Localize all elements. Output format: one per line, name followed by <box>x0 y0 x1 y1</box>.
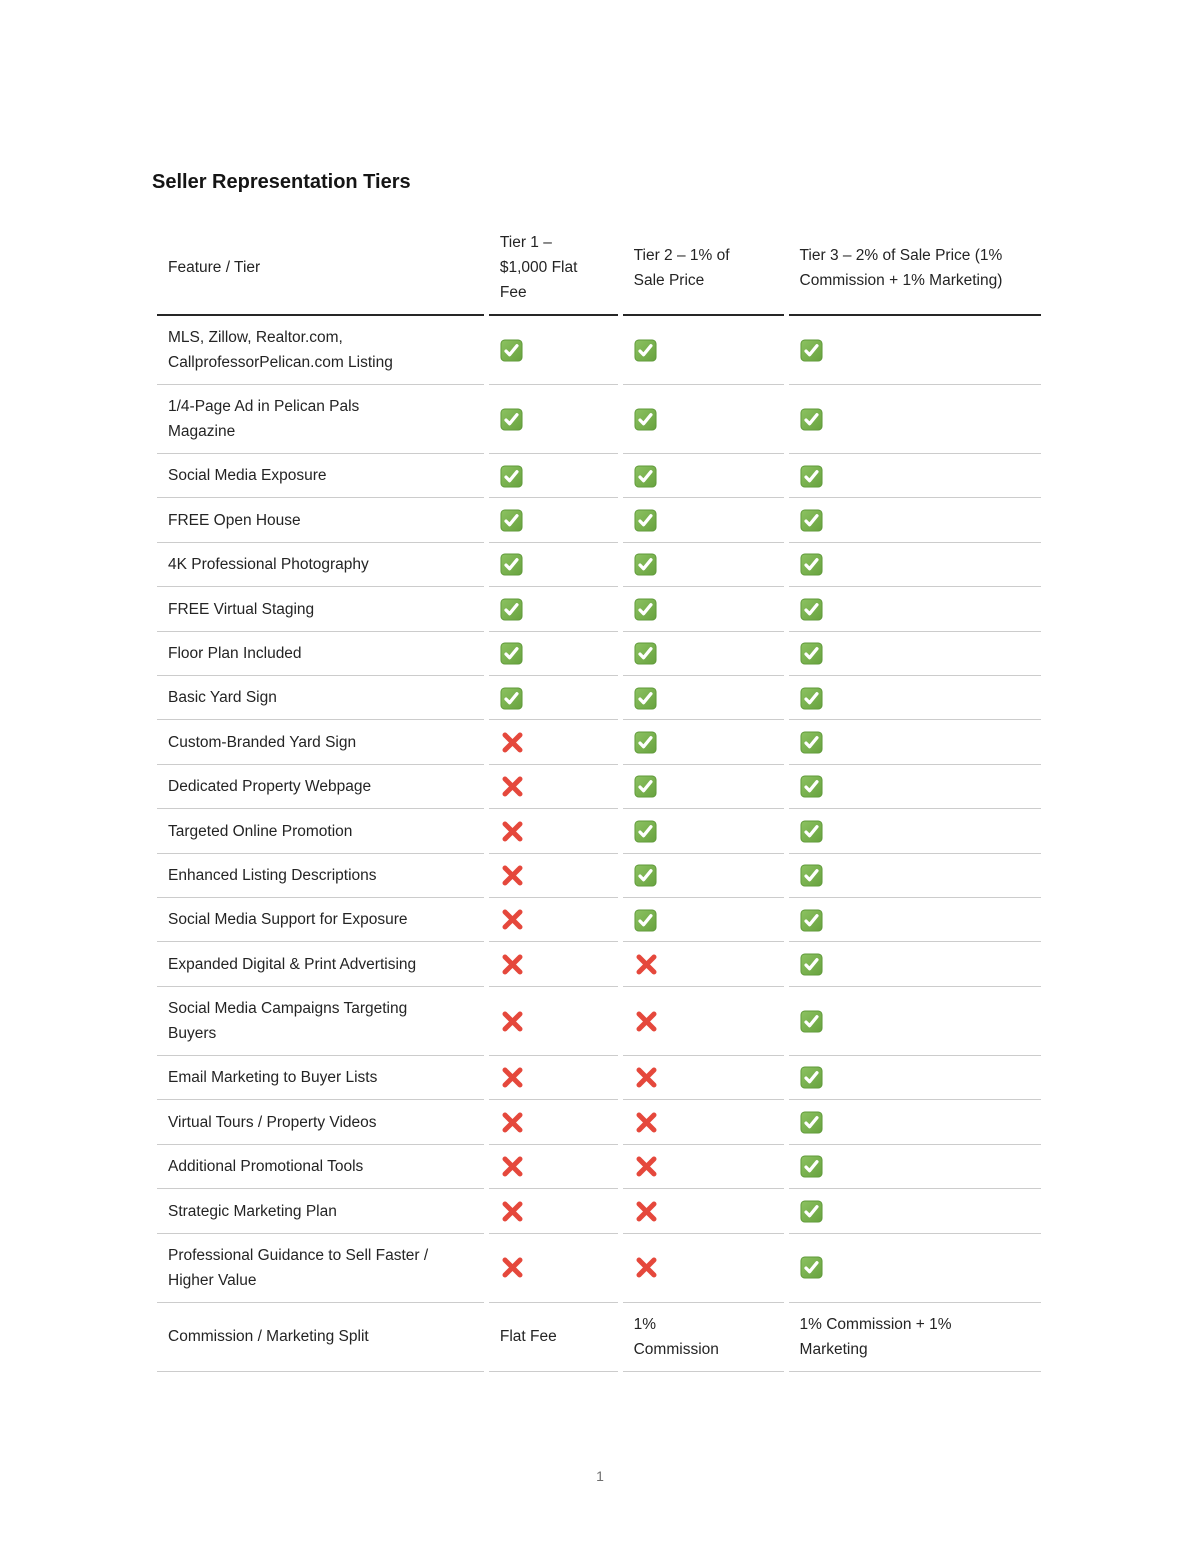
feature-label: Professional Guidance to Sell Faster / Higher Value <box>168 1246 429 1289</box>
feature-cell <box>157 720 484 764</box>
feature-label: Floor Plan Included <box>168 645 302 663</box>
tier2-cell <box>623 1056 784 1100</box>
table-row <box>157 987 1041 1056</box>
cross-icon <box>634 1154 659 1179</box>
check-icon <box>634 408 657 431</box>
cross-icon <box>500 774 525 799</box>
tier1-cell <box>489 543 618 587</box>
tier3-cell <box>789 1234 1041 1303</box>
tier1-cell <box>489 498 618 542</box>
tier1-cell <box>489 720 618 764</box>
feature-cell <box>157 1234 484 1303</box>
check-icon <box>800 687 823 710</box>
check-icon <box>800 864 823 887</box>
check-icon <box>800 598 823 621</box>
check-icon <box>800 731 823 754</box>
feature-label: Social Media Campaigns Targeting Buyers <box>168 999 408 1042</box>
table-row <box>157 1234 1041 1303</box>
check-icon <box>800 408 823 431</box>
feature-cell <box>157 454 484 498</box>
table-row <box>157 454 1041 498</box>
tier1-cell <box>489 854 618 898</box>
tier1-cell <box>489 1056 618 1100</box>
cross-icon <box>500 863 525 888</box>
tier2-cell <box>623 765 784 809</box>
check-icon <box>800 1111 823 1134</box>
tier3-cell <box>789 316 1041 385</box>
tier3-cell <box>789 543 1041 587</box>
table-row <box>157 942 1041 986</box>
tier2-cell <box>623 676 784 720</box>
tier2-cell <box>623 587 784 631</box>
feature-label: FREE Open House <box>168 511 301 529</box>
tier1-cell <box>489 632 618 676</box>
tier1-cell <box>489 987 618 1056</box>
feature-label: 1/4-Page Ad in Pelican Pals Magazine <box>168 398 360 440</box>
cross-icon <box>634 1110 659 1135</box>
column-header-tier3: Tier 3 – 2% of Sale Price (1% Commission + 1% Marketing) <box>789 219 1041 316</box>
tier2-cell <box>623 1303 784 1372</box>
tier3-cell <box>789 385 1041 454</box>
tier1-text: Flat Fee <box>499 1328 557 1346</box>
table-row <box>157 898 1041 942</box>
feature-cell <box>157 1145 484 1189</box>
page-content <box>152 168 1046 1372</box>
check-icon <box>500 408 523 431</box>
table-row <box>157 543 1041 587</box>
cross-icon <box>500 907 525 932</box>
check-icon <box>634 687 657 710</box>
check-icon <box>800 1066 823 1089</box>
tier3-cell <box>789 720 1041 764</box>
tier2-cell <box>623 632 784 676</box>
cross-icon <box>634 952 659 977</box>
cross-icon <box>500 1199 525 1224</box>
seller-representation-tiers-table <box>152 219 1046 1372</box>
feature-label: Email Marketing to Buyer Lists <box>168 1069 378 1087</box>
tier3-cell <box>789 1189 1041 1233</box>
tier1-cell <box>489 1189 618 1233</box>
tier3-cell <box>789 454 1041 498</box>
tier2-cell <box>623 720 784 764</box>
feature-cell <box>157 854 484 898</box>
feature-label: MLS, Zillow, Realtor.com, CallprofessorPelican.com Listing <box>168 329 393 371</box>
check-icon <box>800 509 823 532</box>
tier2-cell <box>623 854 784 898</box>
check-icon <box>634 465 657 488</box>
feature-label: Social Media Exposure <box>168 467 327 485</box>
check-icon <box>634 731 657 754</box>
cross-icon <box>500 819 525 844</box>
column-header-tier2: Tier 2 – 1% of Sale Price <box>623 219 784 316</box>
table-row <box>157 1189 1041 1233</box>
table-row <box>157 385 1041 454</box>
tier3-cell <box>789 1145 1041 1189</box>
table-row <box>157 765 1041 809</box>
tier3-cell <box>789 854 1041 898</box>
tier2-cell <box>623 454 784 498</box>
table-row <box>157 676 1041 720</box>
check-icon <box>800 1010 823 1033</box>
check-icon <box>800 553 823 576</box>
check-icon <box>634 598 657 621</box>
check-icon <box>500 553 523 576</box>
tier3-cell <box>789 676 1041 720</box>
tier3-cell <box>789 942 1041 986</box>
feature-label: Basic Yard Sign <box>168 689 277 707</box>
table-row <box>157 1303 1041 1372</box>
check-icon <box>634 775 657 798</box>
cross-icon <box>634 1065 659 1090</box>
tier3-cell <box>789 809 1041 853</box>
check-icon <box>634 642 657 665</box>
feature-label: 4K Professional Photography <box>168 556 369 574</box>
column-header-tier1: Tier 1 – $1,000 Flat Fee <box>489 219 618 316</box>
tier2-cell <box>623 898 784 942</box>
tier2-cell <box>623 385 784 454</box>
cross-icon <box>500 730 525 755</box>
tier3-cell <box>789 1056 1041 1100</box>
tier1-cell <box>489 898 618 942</box>
check-icon <box>500 687 523 710</box>
check-icon <box>634 339 657 362</box>
feature-label: Enhanced Listing Descriptions <box>168 867 377 885</box>
page-title: Seller Representation Tiers <box>152 171 411 193</box>
table-row <box>157 632 1041 676</box>
table-row <box>157 720 1041 764</box>
tier1-cell <box>489 454 618 498</box>
feature-cell <box>157 987 484 1056</box>
check-icon <box>800 775 823 798</box>
tier1-cell <box>489 385 618 454</box>
tier1-cell <box>489 809 618 853</box>
feature-cell <box>157 765 484 809</box>
table-body <box>157 316 1041 1372</box>
tier1-cell <box>489 1100 618 1144</box>
feature-cell <box>157 587 484 631</box>
check-icon <box>800 1155 823 1178</box>
check-icon <box>500 598 523 621</box>
table-row <box>157 854 1041 898</box>
tier3-cell <box>789 765 1041 809</box>
table-row <box>157 498 1041 542</box>
check-icon <box>634 509 657 532</box>
tier2-cell <box>623 316 784 385</box>
feature-cell <box>157 543 484 587</box>
tier3-cell <box>789 987 1041 1056</box>
check-icon <box>634 909 657 932</box>
check-icon <box>800 1256 823 1279</box>
tier3-cell <box>789 898 1041 942</box>
check-icon <box>500 465 523 488</box>
cross-icon <box>634 1009 659 1034</box>
check-icon <box>634 864 657 887</box>
cross-icon <box>500 952 525 977</box>
cross-icon <box>500 1110 525 1135</box>
check-icon <box>800 465 823 488</box>
tier1-cell <box>489 942 618 986</box>
tier1-cell <box>489 676 618 720</box>
tier3-cell <box>789 498 1041 542</box>
feature-cell <box>157 898 484 942</box>
check-icon <box>800 642 823 665</box>
tier3-cell <box>789 1303 1041 1372</box>
tier1-cell <box>489 587 618 631</box>
feature-label: Virtual Tours / Property Videos <box>168 1113 377 1131</box>
check-icon <box>800 1200 823 1223</box>
check-icon <box>800 953 823 976</box>
feature-label: Commission / Marketing Split <box>168 1328 369 1346</box>
feature-cell <box>157 316 484 385</box>
table-row <box>157 1100 1041 1144</box>
check-icon <box>500 509 523 532</box>
feature-label: Strategic Marketing Plan <box>168 1202 337 1220</box>
column-header-feature: Feature / Tier <box>157 219 484 316</box>
check-icon <box>800 820 823 843</box>
tier3-cell <box>789 1100 1041 1144</box>
feature-cell <box>157 1303 484 1372</box>
tier1-cell <box>489 765 618 809</box>
tier2-cell <box>623 987 784 1056</box>
feature-cell <box>157 385 484 454</box>
table-row <box>157 1056 1041 1100</box>
tier2-cell <box>623 543 784 587</box>
table-row <box>157 587 1041 631</box>
cross-icon <box>634 1199 659 1224</box>
feature-cell <box>157 1189 484 1233</box>
check-icon <box>800 339 823 362</box>
feature-cell <box>157 1100 484 1144</box>
feature-label: Custom-Branded Yard Sign <box>168 733 357 751</box>
tier2-cell <box>623 1145 784 1189</box>
check-icon <box>634 820 657 843</box>
feature-cell <box>157 809 484 853</box>
cross-icon <box>500 1065 525 1090</box>
tier1-cell <box>489 316 618 385</box>
check-icon <box>800 909 823 932</box>
tier2-cell <box>623 809 784 853</box>
cross-icon <box>500 1154 525 1179</box>
check-icon <box>500 339 523 362</box>
tier2-cell <box>623 1234 784 1303</box>
feature-cell <box>157 676 484 720</box>
feature-cell <box>157 498 484 542</box>
table-header-row <box>157 219 1041 316</box>
feature-cell <box>157 632 484 676</box>
tier2-cell <box>623 942 784 986</box>
tier1-cell <box>489 1234 618 1303</box>
tier3-text: 1% Commission + 1% Marketing <box>799 1315 952 1358</box>
feature-cell <box>157 1056 484 1100</box>
cross-icon <box>500 1255 525 1280</box>
check-icon <box>634 553 657 576</box>
tier1-cell <box>489 1145 618 1189</box>
tier2-cell <box>623 1189 784 1233</box>
page-number: 1 <box>596 1468 604 1484</box>
feature-label: Targeted Online Promotion <box>168 822 353 840</box>
tier1-cell <box>489 1303 618 1372</box>
cross-icon <box>634 1255 659 1280</box>
tier3-cell <box>789 587 1041 631</box>
cross-icon <box>500 1009 525 1034</box>
check-icon <box>500 642 523 665</box>
tier2-text: 1% Commission <box>633 1315 719 1358</box>
table-row <box>157 1145 1041 1189</box>
feature-label: Additional Promotional Tools <box>168 1158 364 1176</box>
tier3-cell <box>789 632 1041 676</box>
feature-label: Social Media Support for Exposure <box>168 911 408 929</box>
tier2-cell <box>623 498 784 542</box>
table-row <box>157 809 1041 853</box>
feature-label: FREE Virtual Staging <box>168 600 315 618</box>
tier2-cell <box>623 1100 784 1144</box>
feature-label: Expanded Digital & Print Advertising <box>168 955 417 973</box>
feature-cell <box>157 942 484 986</box>
table-row <box>157 316 1041 385</box>
feature-label: Dedicated Property Webpage <box>168 778 372 796</box>
